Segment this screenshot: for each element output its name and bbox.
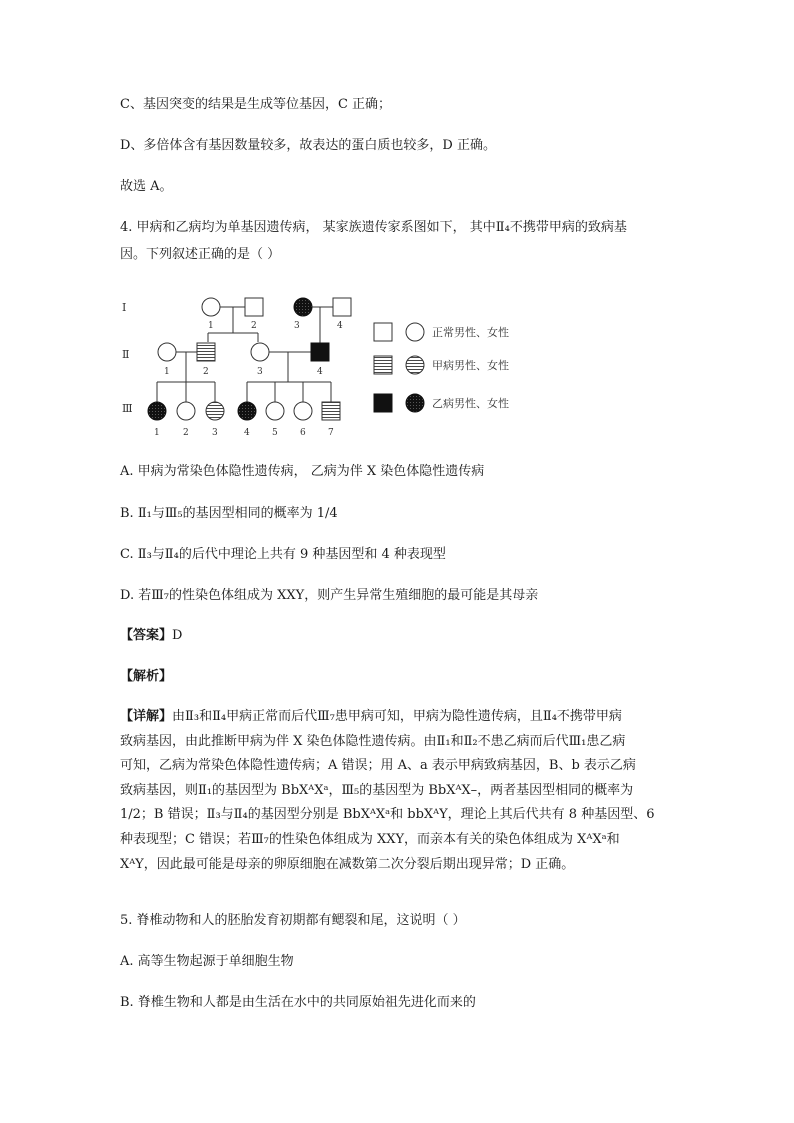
gen3-female-1-disease-b [148,402,166,420]
gen1-number-1: 1 [208,321,214,331]
gen1-female-1-normal [202,298,220,316]
answer-line [120,626,182,646]
detail-line-5: 1/2；B 错误；Ⅱ₃与Ⅱ₄的基因型分别是 BbXᴬXᵃ和 bbXᴬY，理论上其后代共有 8 种基因型、6 [120,807,655,823]
question5-stem: 5. 脊椎动物和人的胚胎发育初期都有鳃裂和尾，这说明（ ） [120,913,466,928]
legend-disease-a-male [374,356,392,374]
option-b: B. Ⅱ₁与Ⅲ₅的基因型相同的概率为 1/4 [120,506,338,521]
question5-option-a: A. 高等生物起源于单细胞生物 [120,954,294,969]
gen3-female-6-normal [294,402,312,420]
question4-stem-line2: 因。下列叙述正确的是（ ） [120,247,281,262]
gen3-number-5: 5 [272,428,278,438]
legend-disease-a-female [406,356,424,374]
gen2-female-1-normal [158,343,176,361]
gen1-male-4-normal [333,298,351,316]
generation-label-3: Ⅲ [122,402,133,415]
pedigree-diagram [118,290,558,450]
detail-line-6: 种表现型；C 错误；若Ⅲ₇的性染色体组成为 XXY，而亲本有关的染色体组成为 XᴬXᵃ和 [120,831,620,847]
legend-disease-b-male [374,394,392,412]
detail-line-4: 致病基因，则Ⅱ₁的基因型为 BbXᴬXᵃ，Ⅲ₅的基因型为 BbXᴬX–，两者基因型相同的概率为 [120,782,634,798]
gen3-number-7: 7 [328,428,334,438]
gen1-number-2: 2 [251,321,257,331]
gen3-number-1: 1 [154,428,160,438]
gen3-female-2-normal [177,402,195,420]
answer-value: D [172,628,183,643]
gen2-number-3: 3 [257,367,263,377]
gen2-male-4-disease-b [311,343,329,361]
gen1-number-4: 4 [337,321,343,331]
question5-option-b: B. 脊椎生物和人都是由生活在水中的共同原始祖先进化而来的 [120,995,476,1010]
gen1-number-3: 3 [294,321,300,331]
gen3-number-3: 3 [212,428,218,438]
gen3-female-4-disease-b [238,402,256,420]
legend-normal-male [374,323,392,341]
gen3-male-7-disease-a [322,402,340,420]
analysis-label: 【解析】 [120,669,173,684]
legend-disease-a-label: 甲病男性、女性 [432,359,509,372]
legend-normal-label: 正常男性、女性 [432,326,509,339]
gen2-number-2: 2 [203,367,209,377]
legend-normal-female [406,323,424,341]
detail-label: 【详解】 [120,709,173,724]
gen3-number-6: 6 [300,428,306,438]
pedigree-lines [157,307,333,402]
gen3-female-5-normal [266,402,284,420]
d-option-explanation: D、多倍体含有基因数量较多，故表达的蛋白质也较多，D 正确。 [120,138,496,153]
legend-disease-b-female [406,394,424,412]
detail-line-2: 致病基因，由此推断甲病为伴 X 染色体隐性遗传病。由Ⅱ₁和Ⅱ₂不患乙病而后代Ⅲ₁患乙病 [120,733,626,749]
detail-explanation [120,705,690,877]
detail-line-1: 由Ⅱ₃和Ⅱ₄甲病正常而后代Ⅲ₇患甲病可知，甲病为隐性遗传病，且Ⅱ₄不携带甲病 [172,709,622,724]
option-a: A. 甲病为常染色体隐性遗传病， 乙病为伴 X 染色体隐性遗传病 [120,464,485,479]
gen3-number-2: 2 [183,428,189,438]
gen2-female-3-normal [251,343,269,361]
analysis-label-line [120,667,172,687]
gen2-male-2-disease-a [197,343,215,361]
gen3-female-3-disease-a [206,402,224,420]
previous-answer: 故选 A。 [120,179,173,194]
answer-label: 【答案】 [120,628,173,643]
generation-label-2: Ⅱ [122,348,130,361]
gen2-number-4: 4 [317,367,323,377]
c-option-explanation: C、基因突变的结果是生成等位基因，C 正确； [120,97,392,112]
option-c: C. Ⅱ₃与Ⅱ₄的后代中理论上共有 9 种基因型和 4 种表现型 [120,547,446,562]
gen1-female-3-disease-b [294,298,312,316]
legend-disease-b-label: 乙病男性、女性 [432,397,509,410]
detail-line-3: 可知，乙病为常染色体隐性遗传病；A 错误；用 A、a 表示甲病致病基因，B、b 表示乙病 [120,758,636,774]
generation-label-1: Ⅰ [122,301,127,314]
question4-stem-line1: 4. 甲病和乙病均为单基因遗传病， 某家族遗传家系图如下， 其中Ⅱ₄不携带甲病的致病基 [120,220,627,235]
detail-line-7: XᴬY，因此最可能是母亲的卵原细胞在减数第二次分裂后期出现异常；D 正确。 [120,856,575,872]
gen1-male-2-normal [245,298,263,316]
gen3-number-4: 4 [244,428,250,438]
gen2-number-1: 1 [164,367,170,377]
option-d: D. 若Ⅲ₇的性染色体组成为 XXY，则产生异常生殖细胞的最可能是其母亲 [120,588,539,603]
